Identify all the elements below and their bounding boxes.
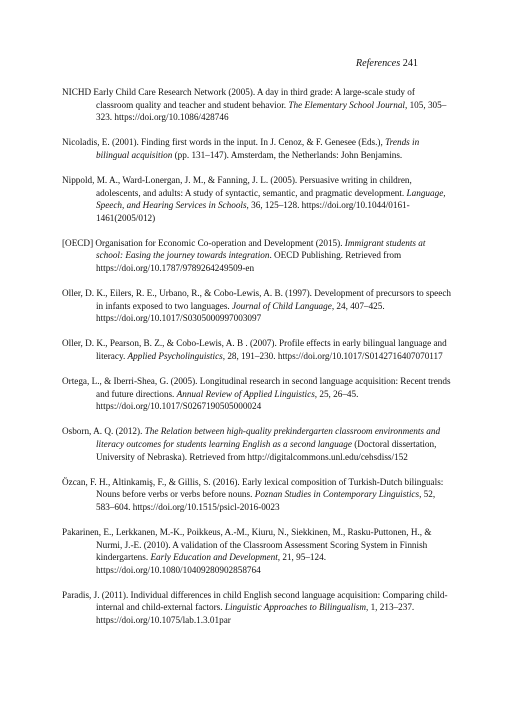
reference-source-title: Poznan Studies in Contemporary Linguistics [254,489,420,500]
reference-text: , 21, 95–124. https://doi.org/10.1080/10409280902858764 [96,552,326,575]
reference-text: Osborn, A. Q. (2012). [62,426,145,437]
reference-text: , 1, 213–237. https://doi.org/10.1075/lab.1.3.01par [96,602,415,625]
reference-entry [62,337,452,362]
reference-text: Paradis, J. (2011). Individual differences in child English second language acquisition: Comparing child-internal and child-external factors. [62,589,448,613]
reference-text: Nippold, M. A., Ward-Lonergan, J. M., & Fanning, J. L. (2005). Persuasive writing in children, adolescents, and adults: A study of syntactic, semantic, and pragmatic development. [62,174,412,198]
running-head-title: References [355,58,401,69]
reference-text: Oller, D. K., Pearson, B. Z., & Cobo-Lewis, A. B . (2007). Profile effects in early bilingual language and literacy. [62,338,447,361]
running-head [356,58,418,70]
reference-text: (pp. 131–147). Amsterdam, the Netherlands: John Benjamins. [172,149,403,160]
reference-entry [62,425,452,463]
reference-text: , 52, 583–604. https://doi.org/10.1515/psicl-2016-0023 [96,489,436,512]
reference-source-title: The Relation between high-quality prekindergarten classroom environments and literacy outcomes for students learning English as a second language [96,426,441,449]
reference-list [62,86,452,639]
reference-source-title: Applied Psycholinguistics [127,351,223,361]
reference-text: Ortega, L., & Iberri-Shea, G. (2005). Longitudinal research in second language acquisition: Recent trends and future directions. [62,376,451,399]
reference-text: Pakarinen, E., Lerkkanen, M.-K., Poikkeus, A.-M., Kiuru, N., Siekkinen, M., Rasku-Puttonen, H., & Nurmi, J.-E. (2010). A validation of the Classroom Assessment Scoring System in Finnish kindergartens. [62,526,432,563]
reference-entry [62,86,452,124]
reference-text: , 105, 305–323. https://doi.org/10.1086/428746 [96,99,447,123]
reference-source-title: Trends in bilingual acquisition [96,137,420,160]
reference-source-title: Journal of Child Language [232,300,332,311]
reference-entry [62,375,452,413]
reference-entry [62,526,452,576]
reference-text: . OECD Publishing. Retrieved from https://doi.org/10.1787/9789264249509-en [96,250,402,274]
reference-text: [OECD] Organisation for Economic Co-operation and Development (2015). [62,237,345,248]
reference-text: (Doctoral dissertation, University of Nebraska). Retrieved from http://digitalcommons.unl.edu/cehsdiss/152 [96,438,437,462]
reference-text: , 36, 125–128. https://doi.org/10.1044/0161-1461(2005/012) [96,200,410,223]
reference-entry [62,136,452,161]
reference-entry [62,237,452,275]
reference-text: Oller, D. K., Eilers, R. E., Urbano, R., & Cobo-Lewis, A. B. (1997). Development of precursors to speech in infants exposed to two languages. [62,288,452,311]
reference-source-title: Early Education and Development [150,552,278,563]
reference-source-title: The Elementary School Journal [288,99,405,110]
reference-source-title: Linguistic Approaches to Bilingualism [224,602,366,613]
reference-entry [62,476,452,514]
reference-entry [62,589,452,627]
reference-text: , 28, 191–230. https://doi.org/10.1017/S0142716407070117 [222,351,443,361]
page-number: 241 [402,58,418,69]
reference-source-title: Language, Speech, and Hearing Services in Schools [96,187,446,211]
reference-text: , 24, 407–425. https://doi.org/10.1017/S0305000997003097 [96,300,385,324]
reference-source-title: Annual Review of Applied Linguistics, [176,388,318,399]
reference-text: NICHD Early Child Care Research Network (2005). A day in third grade: A large-scale study of classroom quality and teacher and student behavior. [62,87,415,110]
reference-source-title: Immigrant students at school: Easing the journey towards integration [96,237,426,261]
reference-entry [62,174,452,224]
reference-entry [62,287,452,325]
reference-text: Nicoladis, E. (2001). Finding first words in the input. In J. Cenoz, & F. Genesee (Eds.), [62,137,386,148]
reference-text: 25, 26–45. https://doi.org/10.1017/S0267190505000024 [96,388,359,412]
reference-text: Özcan, F. H., Altinkamiş, F., & Gillis, S. (2016). Early lexical composition of Turkish-Dutch bilinguals: Nouns before verbs or verbs before nouns. [62,476,444,500]
